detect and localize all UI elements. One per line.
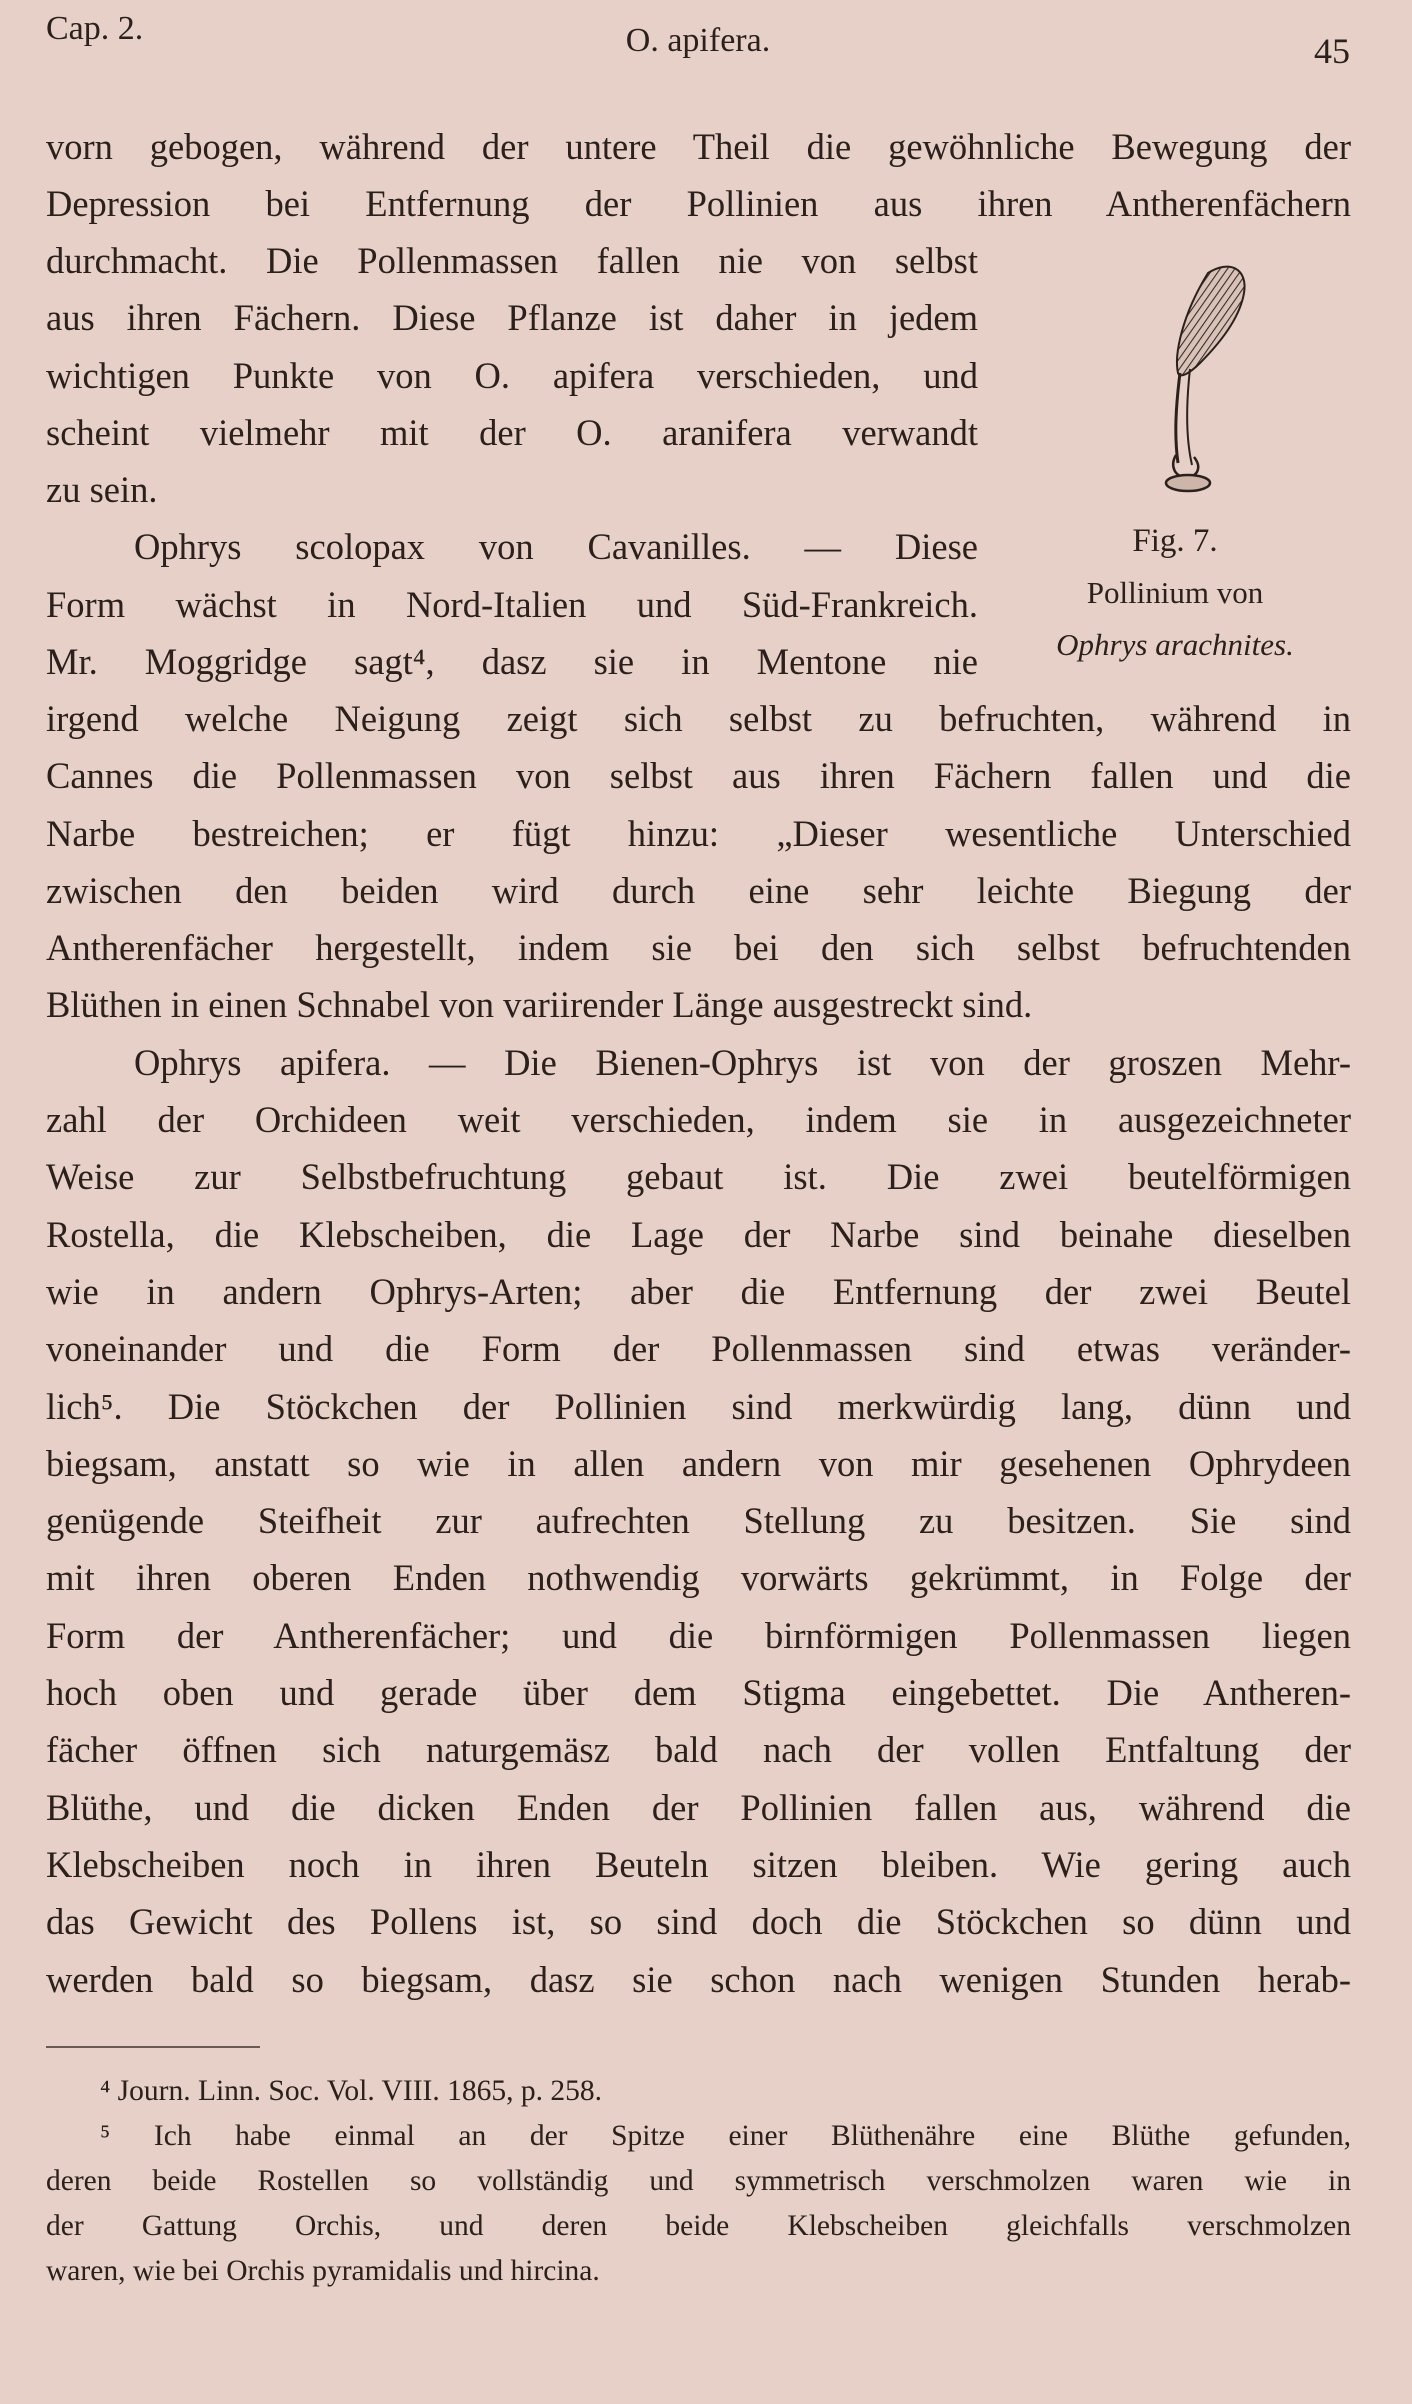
text-line: Form der Antherenfächer; und die birnförmigen Pollenmassen liegen: [46, 1614, 1351, 1656]
text-line: das Gewicht des Pollens ist, so sind doch die Stöckchen so dünn und: [46, 1901, 1351, 1943]
text-line: Narbe bestreichen; er fügt hinzu: „Dieser wesentliche Unterschied: [46, 812, 1351, 854]
running-title: O. apifera.: [625, 22, 771, 59]
text-line: zahl der Orchideen weit verschieden, indem sie in ausgezeichneter: [46, 1099, 1351, 1141]
footnote-line: waren, wie bei Orchis pyramidalis und hircina.: [46, 2255, 600, 2287]
text-line: Depression bei Entfernung der Pollinien aus ihren Antherenfächern: [46, 183, 1351, 225]
footnote-line: ⁴ Journ. Linn. Soc. Vol. VIII. 1865, p. 258.: [100, 2075, 602, 2107]
text-line: Ophrys apifera. — Die Bienen-Ophrys ist von der groszen Mehr-: [134, 1041, 1351, 1083]
text-line: hoch oben und gerade über dem Stigma eingebettet. Die Antheren-: [46, 1672, 1351, 1714]
text-line: irgend welche Neigung zeigt sich selbst zu befruchten, während in: [46, 698, 1351, 739]
text-line: wie in andern Ophrys-Arten; aber die Entfernung der zwei Beutel: [46, 1270, 1351, 1312]
page-number: 45: [1314, 31, 1350, 71]
text-line: zu sein.: [46, 469, 158, 511]
text-line: Rostella, die Klebscheiben, die Lage der Narbe sind beinahe dieselben: [46, 1213, 1351, 1255]
footnote-divider: [46, 2046, 260, 2048]
main-text: [46, 690, 1351, 2008]
text-line: Blüthe, und die dicken Enden der Pollinien fallen aus, während die: [46, 1786, 1351, 1828]
paragraph-continuation: [46, 118, 1351, 233]
text-line: aus ihren Fächern. Diese Pflanze ist daher in jedem: [46, 297, 978, 339]
text-line: werden bald so biegsam, dasz sie schon nach wenigen Stunden herab-: [46, 1958, 1351, 2000]
chapter-label: Cap. 2.: [46, 10, 144, 47]
footnote-line: deren beide Rostellen so vollständig und symmetrisch verschmolzen waren wie in: [46, 2165, 1351, 2197]
figure-caption-species: Ophrys arachnites.: [1056, 627, 1294, 662]
footnote-line: der Gattung Orchis, und deren beide Klebscheiben gleichfalls verschmolzen: [46, 2210, 1351, 2242]
text-line: genügende Steifheit zur aufrechten Stellung zu besitzen. Sie sind: [46, 1500, 1351, 1542]
running-header: [46, 10, 1350, 70]
text-line: Klebscheiben noch in ihren Beuteln sitzen bleiben. Wie gering auch: [46, 1843, 1351, 1885]
text-line: Blüthen in einen Schnabel von variirender Länge ausgestreckt sind.: [46, 984, 1033, 1026]
text-beside-figure: [46, 232, 978, 690]
text-line: Mr. Moggridge sagt⁴, dasz sie in Mentone nie: [46, 641, 978, 683]
text-line: Cannes die Pollenmassen von selbst aus ihren Fächern fallen und die: [46, 755, 1351, 797]
text-line: Weise zur Selbstbefruchtung gebaut ist. Die zwei beutelförmigen: [46, 1156, 1351, 1198]
text-line: Ophrys scolopax von Cavanilles. — Diese: [134, 526, 978, 568]
figure-label: Fig. 7.: [1132, 523, 1218, 559]
text-line: durchmacht. Die Pollenmassen fallen nie von selbst: [46, 240, 978, 281]
text-line: mit ihren oberen Enden nothwendig vorwärts gekrümmt, in Folge der: [46, 1557, 1351, 1599]
text-line: voneinander und die Form der Pollenmassen sind etwas veränder-: [46, 1328, 1351, 1370]
text-line: Form wächst in Nord-Italien und Süd-Frankreich.: [46, 583, 978, 625]
pollinium-illustration: [1090, 255, 1260, 505]
text-line: Antherenfächer hergestellt, indem sie bei den sich selbst befruchtenden: [46, 927, 1351, 969]
text-line: lich⁵. Die Stöckchen der Pollinien sind merkwürdig lang, dünn und: [46, 1385, 1351, 1427]
text-line: vorn gebogen, während der untere Theil die gewöhnliche Bewegung der: [46, 126, 1351, 167]
footnote-5: [46, 2114, 1351, 2294]
text-line: zwischen den beiden wird durch eine sehr leichte Biegung der: [46, 869, 1351, 911]
text-line: fächer öffnen sich naturgemäsz bald nach der vollen Entfaltung der: [46, 1729, 1351, 1771]
footnote-line: ⁵ Ich habe einmal an der Spitze einer Blüthenähre eine Blüthe gefunden,: [100, 2120, 1351, 2152]
footnote-4: [100, 2069, 1100, 2114]
text-line: wichtigen Punkte von O. apifera verschieden, und: [46, 354, 978, 396]
text-line: scheint vielmehr mit der O. aranifera verwandt: [46, 411, 978, 453]
text-line: biegsam, anstatt so wie in allen andern von mir gesehenen Ophrydeen: [46, 1442, 1351, 1484]
figure-caption: Pollinium von: [1086, 575, 1264, 610]
